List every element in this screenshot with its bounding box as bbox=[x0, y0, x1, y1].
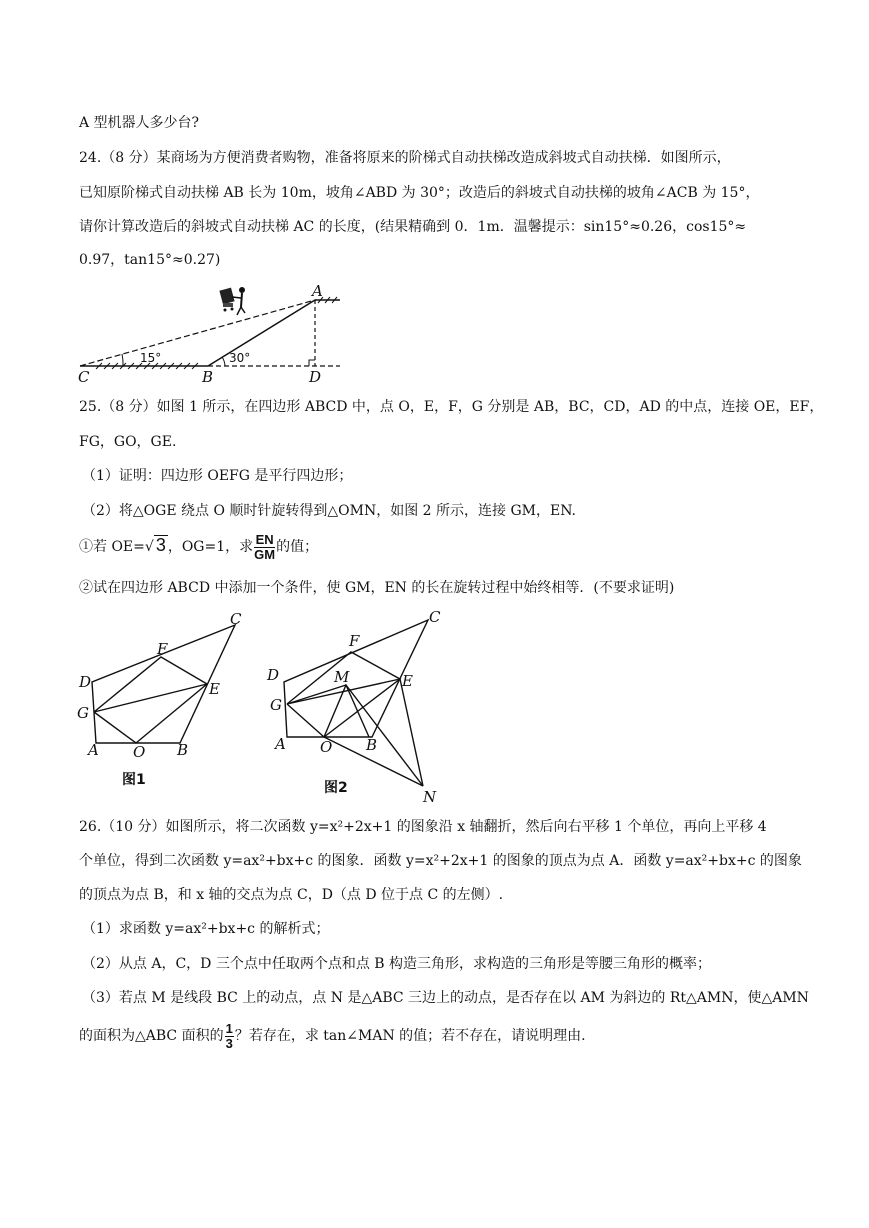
part-3-prefix: 的面积为△ABC 面积的 bbox=[79, 1028, 224, 1044]
question-26-line-3: 的顶点为点 B，和 x 轴的交点为点 C，D（点 D 位于点 C 的左侧）. bbox=[79, 887, 504, 903]
sub-1-suffix: 的值； bbox=[276, 539, 319, 555]
fig1-label-C: C bbox=[230, 610, 242, 628]
point-label-D: D bbox=[309, 368, 322, 386]
question-25-part-2: （2）将△OGE 绕点 O 顺时针旋转得到△OMN，如图 2 所示，连接 GM，EN. bbox=[82, 503, 577, 519]
escalator-figure bbox=[78, 283, 348, 388]
question-26-part-2: （2）从点 A，C，D 三个点中任取两个点和点 B 构造三角形，求构造的三角形是等腰三角形的概率； bbox=[82, 956, 712, 972]
question-24-line-2: 已知原阶梯式自动扶梯 AB 长为 10m，坡角∠ABD 为 30°；改造后的斜坡式自动扶梯的坡角∠ACB 为 15°， bbox=[79, 185, 760, 201]
fig2-label-D: D bbox=[267, 666, 280, 684]
text-line: A 型机器人多少台? bbox=[79, 115, 200, 131]
part-3-suffix: ？若存在，求 tan∠MAN 的值；若不存在，请说明理由. bbox=[234, 1028, 586, 1044]
angle-label-15: 15° bbox=[140, 351, 162, 365]
question-24-line-4: 0.97，tan15°≈0.27) bbox=[79, 252, 221, 268]
question-25-line-1: 25.（8 分）如图 1 所示，在四边形 ABCD 中，点 O，E，F，G 分别是 AB，BC，CD，AD 的中点，连接 OE，EF， bbox=[79, 399, 824, 415]
fig1-label-G: G bbox=[77, 704, 89, 722]
question-25-line-2: FG，GO，GE. bbox=[79, 434, 177, 450]
figure-1-caption: 图1 bbox=[122, 772, 146, 788]
sub-1-mid: ，OG=1，求 bbox=[167, 539, 254, 555]
fig1-label-F: F bbox=[157, 640, 168, 658]
fig2-label-B: B bbox=[366, 736, 378, 754]
quadrilateral-figure-2 bbox=[262, 606, 462, 806]
question-26-part-3-cont bbox=[79, 1020, 586, 1052]
point-label-B: B bbox=[202, 368, 214, 386]
question-24-line-1: 24.（8 分）某商场为方便消费者购物，准备将原来的阶梯式自动扶梯改造成斜坡式自动扶梯．如图所示， bbox=[79, 150, 731, 166]
fig2-label-M: M bbox=[334, 668, 350, 686]
fig2-label-O: O bbox=[320, 738, 333, 756]
sub-1-prefix: ①若 OE= bbox=[79, 539, 145, 555]
angle-label-30: 30° bbox=[229, 351, 251, 365]
fig2-label-A: A bbox=[275, 735, 286, 753]
fig2-label-F: F bbox=[349, 632, 360, 650]
quadrilateral-figure-1 bbox=[74, 606, 254, 796]
fig1-label-O: O bbox=[133, 743, 146, 761]
fig2-label-E: E bbox=[402, 672, 413, 690]
point-label-A: A bbox=[312, 283, 323, 300]
point-label-C: C bbox=[78, 368, 90, 386]
fig2-label-G: G bbox=[270, 696, 282, 714]
fraction-one-third: $\frac{1}{3}$ bbox=[225, 1020, 233, 1051]
question-25-sub-2: ②试在四边形 ABCD 中添加一个条件，使 GM，EN 的长在旋转过程中始终相等．(不要求证明) bbox=[79, 580, 675, 596]
question-24-line-3: 请你计算改造后的斜坡式自动扶梯 AC 的长度，(结果精确到 0．1m．温馨提示：sin15°≈0.26，cos15°≈ bbox=[79, 219, 747, 235]
question-25-part-1: （1）证明：四边形 OEFG 是平行四边形； bbox=[82, 468, 353, 484]
question-25-sub-1 bbox=[79, 532, 318, 562]
fig1-label-B: B bbox=[177, 741, 189, 759]
fig2-label-N: N bbox=[423, 788, 437, 806]
fig1-label-E: E bbox=[209, 680, 220, 698]
fig2-label-C: C bbox=[429, 608, 441, 626]
question-26-part-3: （3）若点 M 是线段 BC 上的动点，点 N 是△ABC 三边上的动点，是否存在以 AM 为斜边的 Rt△AMN，使△AMN bbox=[82, 990, 809, 1006]
fig1-label-A: A bbox=[88, 741, 99, 759]
figure-2-caption: 图2 bbox=[324, 780, 348, 796]
fig1-label-D: D bbox=[79, 673, 92, 691]
fraction-en-gm: $\frac{EN}{GM}$ bbox=[254, 531, 276, 562]
question-26-part-1: （1）求函数 y=ax²+bx+c 的解析式； bbox=[82, 921, 330, 937]
shopper-icon bbox=[219, 287, 245, 315]
question-26-line-2: 个单位，得到二次函数 y=ax²+bx+c 的图象．函数 y=x²+2x+1 的图象的顶点为点 A．函数 y=ax²+bx+c 的图象 bbox=[79, 853, 802, 869]
question-26-line-1: 26.（10 分）如图所示，将二次函数 y=x²+2x+1 的图象沿 x 轴翻折，然后向右平移 1 个单位，再向上平移 4 bbox=[79, 819, 767, 835]
sqrt-3: √ 3 bbox=[144, 535, 166, 555]
